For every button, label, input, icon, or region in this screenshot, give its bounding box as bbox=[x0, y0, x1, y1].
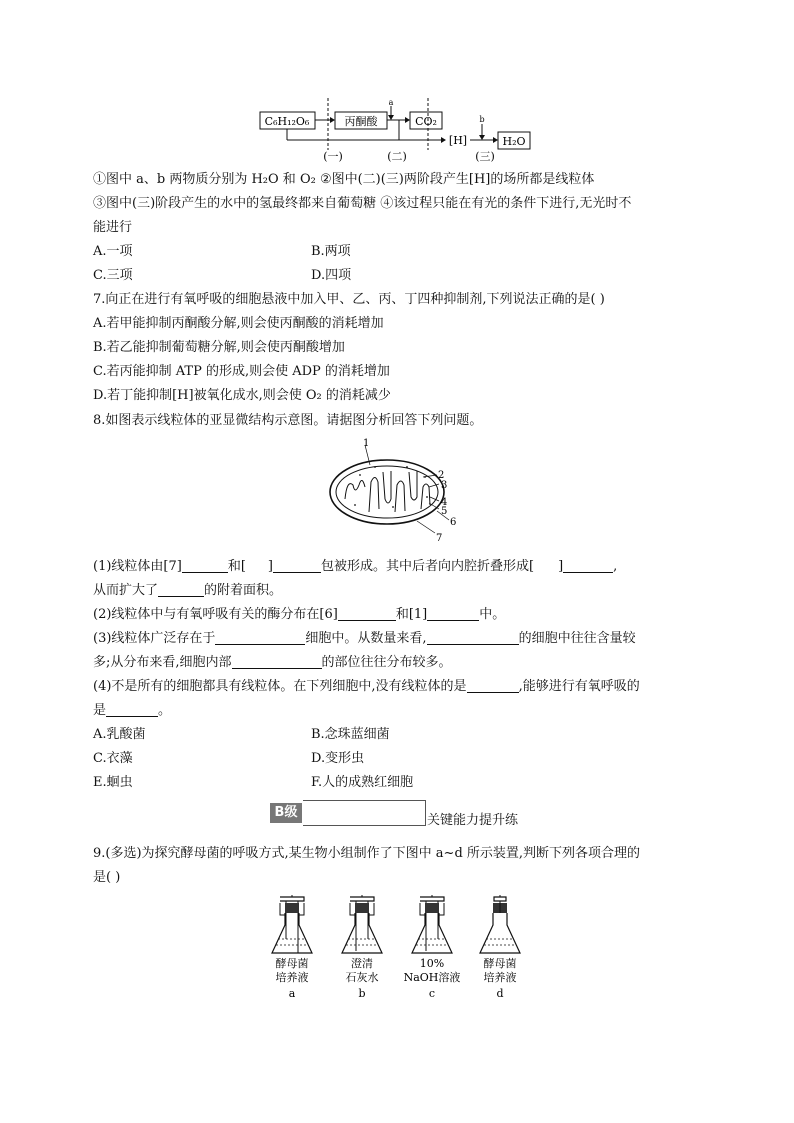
mito-label-2: 2 bbox=[438, 470, 445, 481]
glucose-label: C₆H₁₂O₆ bbox=[264, 115, 310, 128]
pyruvate-label: 丙酮酸 bbox=[344, 115, 378, 128]
flask-a-label-2: 培养液 bbox=[275, 971, 309, 984]
q8-option-a[interactable]: A.乳酸菌 bbox=[93, 727, 146, 742]
flask-c-label-2: NaOH溶液 bbox=[403, 971, 461, 984]
answer-bracket-blank[interactable] bbox=[246, 559, 268, 573]
q8-s3-text-e: 的部位往往分布较多。 bbox=[321, 655, 452, 670]
q8-s1-text-f: , bbox=[613, 559, 618, 574]
q6-option-c[interactable]: C.三项 bbox=[93, 268, 133, 283]
q8-options-row-1 bbox=[93, 726, 390, 744]
flask-a bbox=[272, 895, 312, 953]
q8-s4-text-a: (4)不是所有的细胞都具有线粒体。在下列细胞中,没有线粒体的是 bbox=[93, 679, 467, 694]
q8-s1-text-e: ] bbox=[558, 559, 564, 574]
q8-s3-text-c: 的细胞中往往含量较 bbox=[518, 631, 636, 646]
q8-sub-1-line-1 bbox=[93, 558, 617, 576]
mitochondrion-diagram bbox=[325, 437, 470, 547]
q6-options-row-1 bbox=[93, 243, 351, 261]
answer-blank[interactable] bbox=[158, 582, 204, 597]
mito-label-3: 3 bbox=[441, 480, 448, 491]
flask-b-label-2: 石灰水 bbox=[345, 971, 379, 984]
flask-d-label-2: 培养液 bbox=[483, 971, 517, 984]
answer-blank[interactable] bbox=[232, 654, 322, 669]
answer-blank[interactable] bbox=[467, 678, 519, 693]
q8-s1-text-c: ] bbox=[267, 559, 273, 574]
answer-blank[interactable] bbox=[563, 558, 613, 573]
q8-option-b[interactable]: B.念珠蓝细菌 bbox=[311, 727, 390, 742]
h-label: [H] bbox=[448, 134, 468, 147]
q8-s3-text-d: 多;从分布来看,细胞内部 bbox=[93, 655, 232, 670]
stage-1-label: (一) bbox=[323, 150, 343, 163]
q6-option-a[interactable]: A.一项 bbox=[93, 244, 133, 259]
q6-statement-line-1: ①图中 a、b 两物质分别为 H₂O 和 O₂ ②图中(二)(三)两阶段产生[H]的场所都是线粒体 bbox=[93, 172, 595, 187]
q6-options-row-2 bbox=[93, 267, 352, 285]
answer-blank[interactable] bbox=[427, 606, 479, 621]
section-b-badge: B级 bbox=[270, 803, 302, 823]
q8-sub-2 bbox=[93, 606, 505, 624]
q9-stem-line-2: 是( ) bbox=[93, 870, 121, 885]
q7-option-c[interactable]: C.若丙能抑制 ATP 的形成,则会使 ADP 的消耗增加 bbox=[93, 364, 390, 379]
q7-option-d[interactable]: D.若丁能抑制[H]被氧化成水,则会使 O₂ 的消耗减少 bbox=[93, 388, 391, 403]
q8-s2-text-a: (2)线粒体中与有氧呼吸有关的酶分布在[6] bbox=[93, 607, 338, 622]
q8-stem: 8.如图表示线粒体的亚显微结构示意图。请据图分析回答下列问题。 bbox=[93, 413, 483, 428]
flask-a-label-1: 酵母菌 bbox=[275, 957, 309, 970]
answer-blank[interactable] bbox=[273, 558, 321, 573]
answer-blank[interactable] bbox=[427, 630, 519, 645]
flask-c bbox=[412, 895, 452, 953]
q8-option-f[interactable]: F.人的成熟红细胞 bbox=[311, 775, 414, 790]
answer-bracket-blank[interactable] bbox=[534, 559, 558, 573]
mito-label-5: 5 bbox=[441, 506, 448, 517]
q8-options-row-2 bbox=[93, 750, 365, 768]
q6-option-d[interactable]: D.四项 bbox=[311, 268, 352, 283]
q8-sub-3-line-2 bbox=[93, 654, 452, 672]
q8-option-e[interactable]: E.蛔虫 bbox=[93, 775, 133, 790]
q7-stem: 7.向正在进行有氧呼吸的细胞悬液中加入甲、乙、丙、丁四种抑制剂,下列说法正确的是( ) bbox=[93, 292, 605, 307]
mito-label-4: 4 bbox=[441, 497, 448, 508]
q8-s4-text-d: 。 bbox=[158, 703, 172, 718]
flask-c-label-1: 10% bbox=[419, 957, 445, 970]
section-b-header bbox=[270, 800, 540, 828]
q6-option-b[interactable]: B.两项 bbox=[311, 244, 351, 259]
q8-s4-text-b: ,能够进行有氧呼吸的 bbox=[518, 679, 640, 694]
q8-sub-1-line-2 bbox=[93, 582, 282, 600]
q8-s1-text-h: 的附着面积。 bbox=[204, 583, 283, 598]
answer-blank[interactable] bbox=[182, 558, 228, 573]
yeast-flask-apparatus bbox=[270, 893, 530, 1005]
section-b-title: 关键能力提升练 bbox=[427, 813, 519, 828]
flask-d-label-1: 酵母菌 bbox=[483, 957, 517, 970]
label-a: a bbox=[388, 98, 394, 107]
q8-s1-text-d: 包被形成。其中后者向内腔折叠形成[ bbox=[321, 559, 535, 574]
mito-label-1: 1 bbox=[363, 438, 370, 449]
label-b: b bbox=[479, 115, 485, 124]
mito-label-6: 6 bbox=[450, 517, 457, 528]
q7-option-a[interactable]: A.若甲能抑制丙酮酸分解,则会使丙酮酸的消耗增加 bbox=[93, 316, 384, 331]
water-label: H₂O bbox=[502, 135, 526, 148]
q8-s1-text-g: 从而扩大了 bbox=[93, 583, 159, 598]
mito-label-7: 7 bbox=[436, 533, 443, 544]
co2-label: CO₂ bbox=[415, 115, 437, 128]
section-b-box bbox=[303, 800, 426, 826]
flask-b bbox=[342, 895, 382, 953]
q6-statement-line-2: ③图中(三)阶段产生的水中的氢最终都来自葡萄糖 ④该过程只能在有光的条件下进行,无光时不 bbox=[93, 196, 632, 211]
q8-s4-text-c: 是 bbox=[93, 703, 107, 718]
stage-3-label: (三) bbox=[475, 150, 495, 163]
q8-sub-4-line-1 bbox=[93, 678, 640, 696]
q8-s3-text-b: 细胞中。从数量来看, bbox=[305, 631, 427, 646]
q8-s1-text-a: (1)线粒体由[7] bbox=[93, 559, 182, 574]
q6-statement-line-3: 能进行 bbox=[93, 220, 133, 235]
answer-blank[interactable] bbox=[106, 702, 158, 717]
flask-d bbox=[480, 895, 520, 953]
stage-2-label: (二) bbox=[387, 150, 407, 163]
respiration-flow-diagram bbox=[255, 95, 545, 165]
answer-blank[interactable] bbox=[338, 606, 396, 621]
answer-blank[interactable] bbox=[215, 630, 305, 645]
q8-options-row-3 bbox=[93, 774, 414, 792]
q8-s1-text-b: 和[ bbox=[227, 559, 246, 574]
q8-sub-4-line-2 bbox=[93, 702, 171, 720]
q8-sub-3-line-1 bbox=[93, 630, 636, 648]
flask-b-label-1: 澄清 bbox=[351, 957, 373, 970]
q8-option-d[interactable]: D.变形虫 bbox=[311, 751, 365, 766]
flask-b-letter: b bbox=[358, 987, 366, 1000]
q8-s2-text-b: 和[1] bbox=[395, 607, 428, 622]
q7-option-b[interactable]: B.若乙能抑制葡萄糖分解,则会使丙酮酸增加 bbox=[93, 340, 345, 355]
q8-option-c[interactable]: C.衣藻 bbox=[93, 751, 133, 766]
flask-a-letter: a bbox=[288, 987, 296, 1000]
q8-s3-text-a: (3)线粒体广泛存在于 bbox=[93, 631, 216, 646]
flask-d-letter: d bbox=[496, 987, 504, 1000]
flask-c-letter: c bbox=[428, 987, 436, 1000]
q8-s2-text-c: 中。 bbox=[479, 607, 506, 622]
q9-stem-line-1: 9.(多选)为探究酵母菌的呼吸方式,某生物小组制作了下图中 a~d 所示装置,判断下列各项合理的 bbox=[93, 846, 641, 861]
